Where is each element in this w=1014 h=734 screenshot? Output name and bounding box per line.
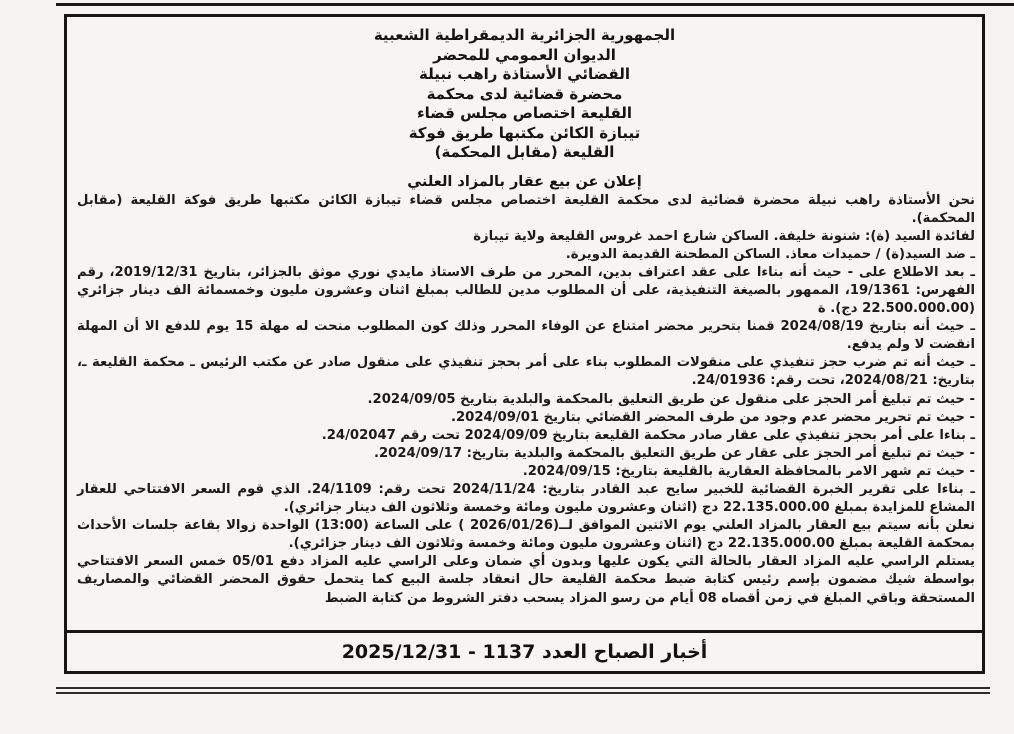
letterhead-line: الجمهورية الجزائرية الديمقراطية الشعبية: [373, 26, 676, 44]
paragraph-movables-seizure: ـ حيث أنه تم ضرب حجز تنفيذي على منقولات المطلوب بناء على أمر بحجز تنفيذي على منقول صادر عن مكتب الرئيس ـ محكمة القليعة ـ، بتاريخ: 2024/08/21، تحت رقم: 24/01936.: [77, 355, 975, 389]
paragraph-beneficiary: لفائدة السيد (ة): شنونة خليفة. الساكن شارع احمد غروس القليعة ولاية تيبازة: [473, 228, 975, 244]
notice-body: [67, 192, 982, 608]
newspaper-footer-band: [67, 630, 982, 671]
paragraph-defendant: ـ ضد السيد(ة) / حميدات معاذ. الساكن المطحنة القديمة الدويرة.: [565, 246, 975, 262]
top-horizontal-rule: [56, 3, 1014, 6]
letterhead: [67, 17, 982, 163]
letterhead-line: القضائي الأستاذة راهب نبيلة: [419, 65, 630, 83]
paragraph-property-seizure-notification: - حيث تم تبليغ أمر الحجز على عقار عن طريق التعليق بالمحكمة والبلدية بتاريخ: 2024/09/17.: [373, 445, 975, 461]
notice-frame: [64, 14, 985, 674]
paragraph-expert-report: ـ بناءا على تقرير الخبرة القضائية للخبير سايح عبد القادر بتاريخ: 2024/11/24 تحت رقم: 24/1109. الذي قوم السعر الافتتاحي للعقار المشاع للمزايدة بمبلغ 22.135.000.00 دج (اثنان وعشرون مليون ومائة وخمسة وثلاثون الف دينار جزائري).: [77, 482, 975, 516]
newspaper-issue-and-date: أخبار الصباح العدد 1137 - 2025/12/31: [341, 641, 708, 663]
paragraph-property-seizure-order: ـ بناءا على أمر بحجز تنفيذي على عقار صادر محكمة القليعة بتاريخ 2024/09/09 تحت رقم 24/02047.: [321, 427, 975, 443]
paragraph-refusal-report: ـ حيث أنه بتاريخ 2024/08/19 قمنا بتحرير محضر امتناع عن الوفاء المحرر وذلك كون المطلوب منحت له مهلة 15 يوم للدفع الا أن المهلة انقضت لا ولم يدفع.: [77, 319, 975, 353]
paragraph-seizure-notification: - حيث تم تبليغ أمر الحجز على منقول عن طريق التعليق بالمحكمة والبلدية بتاريخ 2024/09/05.: [367, 391, 975, 407]
notice-title: إعلان عن بيع عقار بالمزاد العلني: [407, 173, 642, 190]
letterhead-line: القليعة (مقابل المحكمة): [434, 143, 615, 161]
bottom-double-rule: [56, 687, 990, 694]
paragraph-land-registry: - حيث تم شهر الامر بالمحافظة العقارية بالقليعة بتاريخ: 2024/09/15.: [522, 463, 975, 479]
letterhead-line: محضرة قضائية لدى محكمة: [426, 84, 623, 103]
letterhead-line: الديوان العمومي للمحضر: [433, 45, 616, 64]
paragraph-auction-announcement: نعلن بأنه سيتم بيع العقار بالمزاد العلني يوم الاثنين الموافق لــ(2026/01/26 ) على الساعة (13:00) الواحدة زوالا بقاعة جلسات الأحداث بمحكمة القليعة بمبلغ 22.135.000.00 دج (اثنان وعشرون مليون ومائة وخمسة وثلاثون الف دينار جزائري).: [77, 518, 975, 552]
letterhead-line: تيبازة الكائن مكتبها طريق فوكة: [408, 123, 641, 142]
paragraph-absence-report: - حيث تم تحرير محضر عدم وجود من طرف المحضر القضائي بتاريخ 2024/09/01.: [450, 409, 975, 425]
letterhead-line: القليعة اختصاص مجلس قضاء: [416, 104, 633, 122]
paragraph-introduction: نحن الأستاذة راهب نبيلة محضرة قضائية لدى محكمة القليعة اختصاص مجلس قضاء تيبازة الكائن مكتبها طريق فوكة القليعة (مقابل المحكمة).: [77, 192, 975, 226]
paragraph-auction-conditions: يستلم الراسي عليه المزاد العقار بالحالة التي يكون عليها وبدون أي ضمان وعلى الراسي عليه المزاد دفع 05/01 خمس السعر الافتتاحي بواسطة شيك مضمون بإسم رئيس كتابة ضبط محكمة القليعة حال انعقاد جلسة البيع كما يتحمل حقوق المحضر القضائي والمصاريف المستحقة وباقي المبلغ في زمن أقصاه 08 أيام من رسو المزاد يسحب دفتر الشروط من كتابة الضبط: [77, 554, 976, 606]
paragraph-debt-deed: ـ بعد الاطلاع على - حيث أنه بناءا على عقد اعتراف بدين، المحرر من طرف الاستاذ مايدي نوري موثق بالجزائر، بتاريخ 2019/12/31، رقم الفهرس: 19/1361، الممهور بالصيغة التنفيذية، على أن المطلوب مدين للطالب بمبلغ اثنان وعشرون مليون وخمسمائة الف دينار جزائري (22.500.000.00 دج). ة: [77, 264, 975, 317]
